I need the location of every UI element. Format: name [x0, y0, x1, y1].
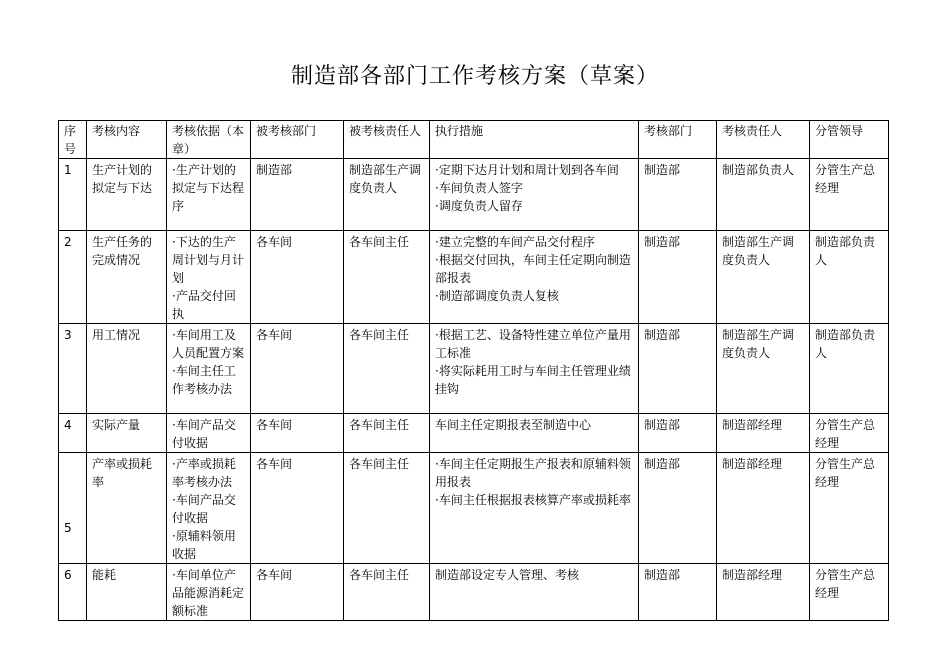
cell-no: 2: [59, 231, 87, 324]
cell-basis: [167, 564, 251, 621]
cell-dept: 各车间: [251, 414, 344, 453]
cell-content: 生产计划的拟定与下达: [87, 159, 167, 231]
cell-audit-dept: 制造部: [639, 231, 717, 324]
cell-audit-person: 制造部经理: [717, 414, 810, 453]
basis-item: ·产率或损耗率考核办法: [172, 457, 236, 489]
cell-dept: 各车间: [251, 564, 344, 621]
cell-dept: 制造部: [251, 159, 344, 231]
table-row: [59, 231, 889, 324]
cell-audit-dept: 制造部: [639, 453, 717, 564]
cell-content: 实际产量: [87, 414, 167, 453]
cell-basis: [167, 159, 251, 231]
cell-basis: [167, 414, 251, 453]
header-cell-leader: 分管领导: [810, 121, 889, 159]
measure-item: 制造部设定专人管理、考核: [435, 568, 580, 582]
cell-audit-person: 制造部负责人: [717, 159, 810, 231]
header-cell-no: 序号: [59, 121, 87, 159]
cell-basis: [167, 453, 251, 564]
header-cell-content: 考核内容: [87, 121, 167, 159]
cell-person: 制造部生产调度负责人: [344, 159, 430, 231]
cell-no: 5: [59, 453, 87, 564]
cell-basis: [167, 231, 251, 324]
measure-item: ·根据交付回执，车间主任定期向制造部报表: [435, 253, 631, 285]
header-cell-basis: 考核依据（本章）: [167, 121, 251, 159]
cell-measures: [430, 453, 639, 564]
measure-item: ·车间主任根据报表核算产率或损耗率: [435, 493, 631, 507]
measure-item: ·制造部调度负责人复核: [435, 289, 559, 303]
table-row: [59, 453, 889, 564]
header-cell-dept: 被考核部门: [251, 121, 344, 159]
cell-leader: 制造部负责人: [810, 324, 889, 414]
cell-audit-dept: 制造部: [639, 159, 717, 231]
basis-item: ·车间用工及人员配置方案: [172, 328, 245, 360]
cell-person: 各车间主任: [344, 564, 430, 621]
cell-audit-dept: 制造部: [639, 564, 717, 621]
header-cell-person: 被考核责任人: [344, 121, 430, 159]
header-cell-audit-dept: 考核部门: [639, 121, 717, 159]
cell-content: 能耗: [87, 564, 167, 621]
cell-dept: 各车间: [251, 231, 344, 324]
measure-item: ·将实际耗用工时与车间主任管理业绩挂钩: [435, 364, 631, 396]
cell-measures: [430, 159, 639, 231]
measure-item: ·调度负责人留存: [435, 199, 523, 213]
table-row: [59, 414, 889, 453]
cell-person: 各车间主任: [344, 414, 430, 453]
measure-item: ·车间主任定期报生产报表和原辅料领用报表: [435, 457, 631, 489]
basis-item: ·生产计划的拟定与下达程序: [172, 163, 245, 213]
cell-person: 各车间主任: [344, 231, 430, 324]
basis-item: ·产品交付回执: [172, 289, 236, 321]
basis-item: ·车间主任工作考核办法: [172, 364, 236, 396]
basis-item: ·车间产品交付收据: [172, 493, 236, 525]
cell-no: 1: [59, 159, 87, 231]
cell-content: 用工情况: [87, 324, 167, 414]
measure-item: ·定期下达月计划和周计划到各车间: [435, 163, 619, 177]
cell-leader: 分管生产总经理: [810, 453, 889, 564]
basis-item: ·下达的生产周计划与月计划: [172, 235, 245, 285]
cell-leader: 分管生产总经理: [810, 159, 889, 231]
measure-item: ·根据工艺、设备特性建立单位产量用工标准: [435, 328, 631, 360]
cell-no: 6: [59, 564, 87, 621]
cell-dept: 各车间: [251, 453, 344, 564]
cell-audit-person: 制造部经理: [717, 453, 810, 564]
basis-item: ·车间单位产品能源消耗定额标准: [172, 568, 245, 618]
cell-audit-person: 制造部经理: [717, 564, 810, 621]
assessment-table: [58, 120, 889, 621]
cell-audit-dept: 制造部: [639, 324, 717, 414]
header-cell-audit-person: 考核责任人: [717, 121, 810, 159]
cell-measures: [430, 324, 639, 414]
cell-audit-dept: 制造部: [639, 414, 717, 453]
cell-basis: [167, 324, 251, 414]
cell-measures: [430, 564, 639, 621]
measure-item: 车间主任定期报表至制造中心: [435, 418, 592, 432]
page-title: 制造部各部门工作考核方案（草案）: [290, 64, 659, 89]
table-row: [59, 324, 889, 414]
table-row: [59, 159, 889, 231]
cell-content: 生产任务的完成情况: [87, 231, 167, 324]
cell-person: 各车间主任: [344, 453, 430, 564]
header-cell-measures: 执行措施: [430, 121, 639, 159]
basis-item: ·车间产品交付收据: [172, 418, 236, 450]
measure-item: ·建立完整的车间产品交付程序: [435, 235, 595, 249]
cell-no: 4: [59, 414, 87, 453]
cell-leader: 分管生产总经理: [810, 414, 889, 453]
cell-measures: [430, 231, 639, 324]
measure-item: ·车间负责人签字: [435, 181, 523, 195]
cell-audit-person: 制造部生产调度负责人: [717, 324, 810, 414]
cell-leader: 制造部负责人: [810, 231, 889, 324]
cell-leader: 分管生产总经理: [810, 564, 889, 621]
basis-item: ·原辅料领用收据: [172, 529, 236, 561]
cell-content: 产率或损耗率: [87, 453, 167, 564]
cell-dept: 各车间: [251, 324, 344, 414]
cell-person: 各车间主任: [344, 324, 430, 414]
table-row: [59, 564, 889, 621]
cell-no: 3: [59, 324, 87, 414]
cell-audit-person: 制造部生产调度负责人: [717, 231, 810, 324]
header-row: [59, 121, 889, 159]
cell-measures: [430, 414, 639, 453]
